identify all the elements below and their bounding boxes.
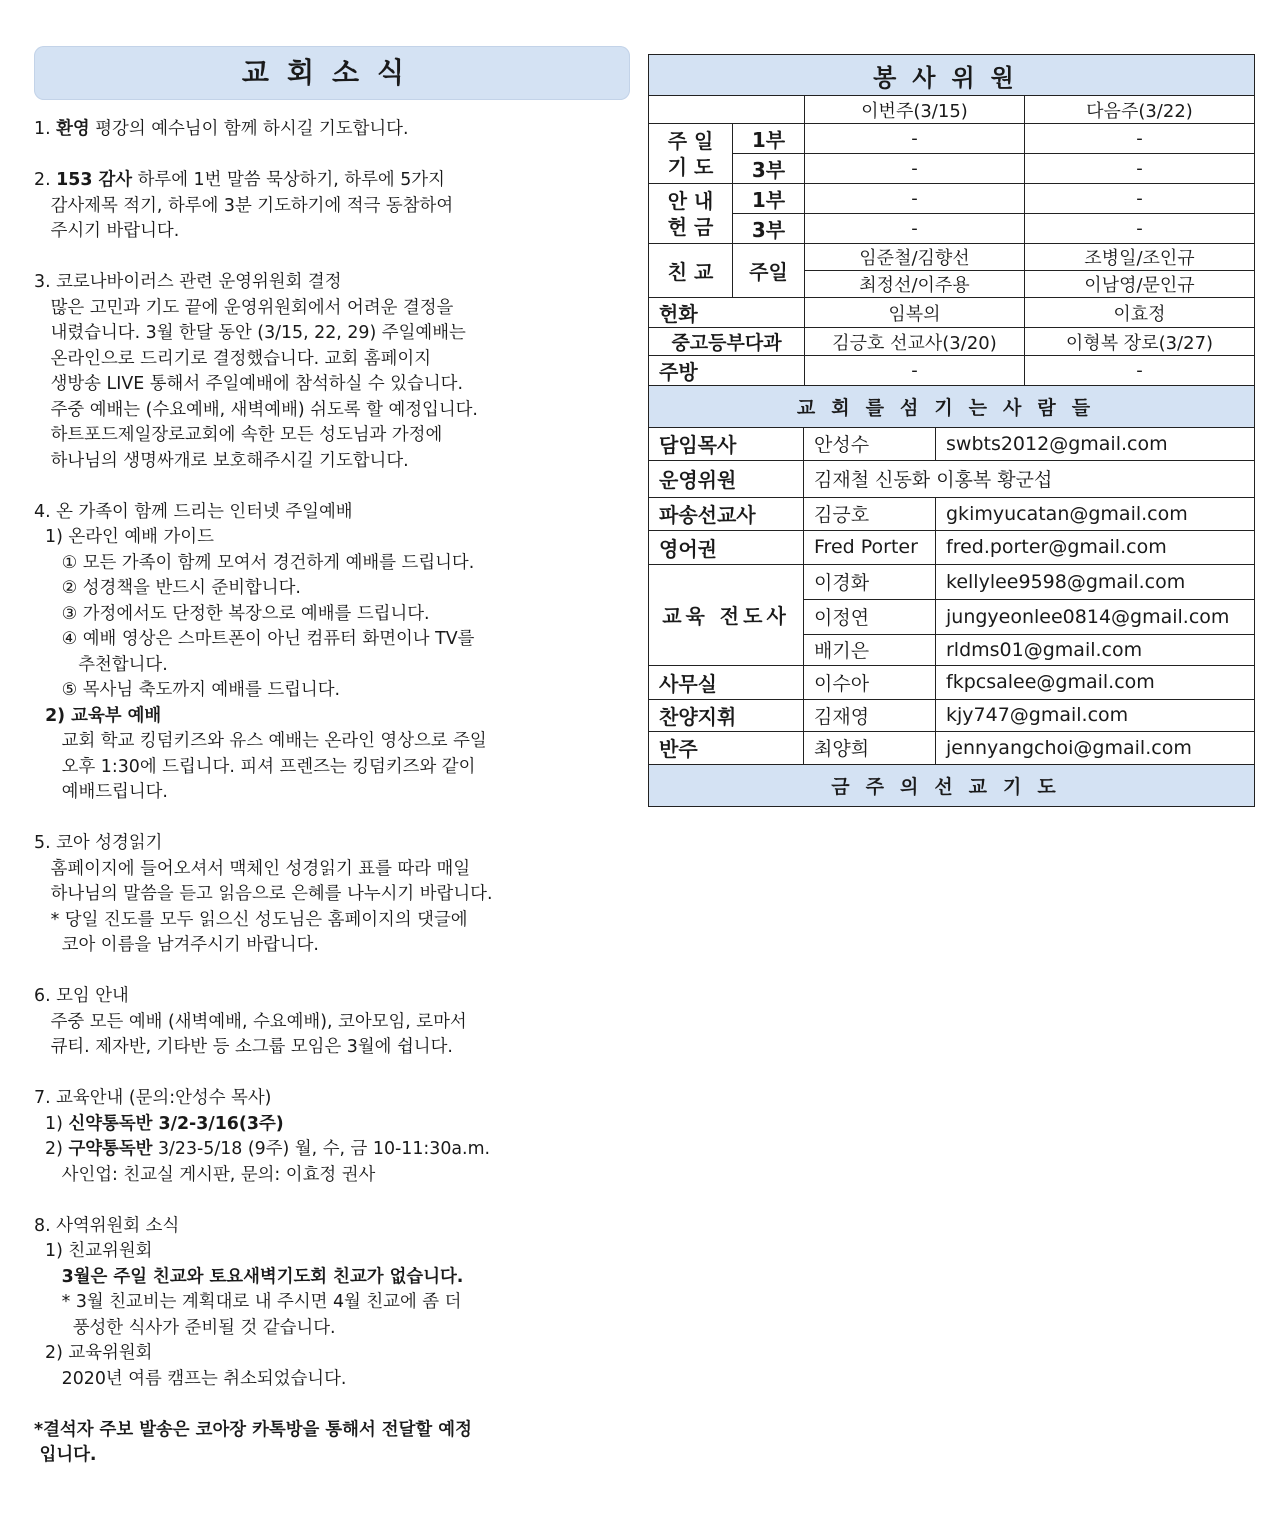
news-line bbox=[34, 602, 630, 628]
usher-part1-this: - bbox=[805, 184, 1025, 214]
news-line-text: 1) 온라인 예배 가이드 bbox=[34, 527, 214, 547]
service-committee-title: 봉사위원 bbox=[649, 55, 1255, 96]
news-line bbox=[34, 1112, 630, 1138]
edu-name-3: 배기은 bbox=[804, 634, 936, 665]
church-news-body bbox=[34, 117, 630, 1469]
news-line-text: 코아 이름을 남겨주시기 바랍니다. bbox=[34, 935, 319, 955]
news-line bbox=[34, 908, 630, 934]
news-line bbox=[34, 1086, 630, 1112]
news-line-text: 7. 교육안내 (문의:안성수 목사) bbox=[34, 1088, 272, 1108]
news-line-text: 많은 고민과 기도 끝에 운영위원회에서 어려운 결정을 bbox=[34, 297, 454, 318]
right-column bbox=[648, 54, 1254, 807]
line-gap bbox=[34, 143, 630, 169]
news-line-text: 생방송 LIVE 통해서 주일예배에 참석하실 수 있습니다. bbox=[34, 374, 463, 394]
news-line-text: 예배드립니다. bbox=[34, 782, 168, 802]
fellowship-next-2: 이남영/문인규 bbox=[1025, 271, 1255, 298]
news-line-text: ④ 예배 영상은 스마트폰이 아닌 컴퓨터 화면이나 TV를 bbox=[34, 629, 475, 649]
news-line-text: 하나님의 생명싸개로 보호해주시길 기도합니다. bbox=[34, 450, 409, 471]
edu-email-1: kellylee9598@gmail.com bbox=[936, 564, 1255, 599]
church-news-column bbox=[34, 46, 630, 1469]
news-line bbox=[34, 755, 630, 781]
pianist-email: jennyangchoi@gmail.com bbox=[936, 731, 1255, 764]
next-week-header: 다음주(3/22) bbox=[1025, 96, 1255, 124]
prayer-part1-label: 1부 bbox=[733, 124, 805, 154]
news-line-text: 4. 온 가족이 함께 드리는 인터넷 주일예배 bbox=[34, 501, 353, 522]
line-gap bbox=[34, 245, 630, 271]
news-line bbox=[34, 372, 630, 398]
news-line-text: 하루에 1번 말씀 묵상하기, 하루에 5가지 bbox=[132, 170, 445, 190]
staff-title: 교회를섬기는사람들 bbox=[649, 385, 1255, 427]
pastor-name: 안성수 bbox=[804, 427, 936, 460]
news-line-text: 풍성한 식사가 준비될 것 같습니다. bbox=[34, 1317, 336, 1338]
fellowship-this-2: 최정선/이주용 bbox=[805, 271, 1025, 298]
news-line bbox=[34, 1341, 630, 1367]
news-line-text: 8. 사역위원회 소식 bbox=[34, 1215, 180, 1236]
prayer-label-line1: 주 일 bbox=[667, 128, 714, 153]
youth-snack-next: 이형복 장로(3/27) bbox=[1025, 328, 1255, 356]
choir-name: 김재영 bbox=[804, 699, 936, 731]
news-line-text: 6. 모임 안내 bbox=[34, 986, 129, 1006]
prayer-part3-next: - bbox=[1025, 154, 1255, 184]
news-line bbox=[34, 1035, 630, 1061]
news-line bbox=[34, 117, 630, 143]
youth-snack-label: 중고등부다과 bbox=[649, 328, 805, 356]
service-committee-table bbox=[648, 54, 1255, 386]
edu-email-3: rldms01@gmail.com bbox=[936, 634, 1255, 665]
news-line bbox=[34, 984, 630, 1010]
news-line bbox=[34, 449, 630, 475]
news-line-text: 교회 학교 킹덤키즈와 유스 예배는 온라인 영상으로 주일 bbox=[34, 731, 487, 751]
news-line-text: 5. 코아 성경읽기 bbox=[34, 833, 163, 853]
choir-email: kjy747@gmail.com bbox=[936, 699, 1255, 731]
news-line bbox=[34, 551, 630, 577]
news-line-text: 2) bbox=[34, 1139, 69, 1159]
news-line-text: 1) bbox=[34, 1113, 69, 1134]
news-line bbox=[34, 270, 630, 296]
news-line bbox=[34, 857, 630, 883]
news-line bbox=[34, 194, 630, 220]
news-line-text: 1) 친교위원회 bbox=[34, 1241, 153, 1261]
prayer-part3-label: 3부 bbox=[733, 154, 805, 184]
news-line-text: 1. bbox=[34, 119, 57, 139]
prayer-label bbox=[649, 124, 733, 184]
news-line-text: ③ 가정에서도 단정한 복장으로 예배를 드립니다. bbox=[34, 603, 430, 624]
usher-label bbox=[649, 184, 733, 244]
news-line-text: 평강의 예수님이 함께 하시길 기도합니다. bbox=[89, 119, 409, 139]
line-gap bbox=[34, 1392, 630, 1418]
news-line-text: 큐티. 제자반, 기타반 등 소그룹 모임은 3월에 쉽니다. bbox=[34, 1037, 453, 1057]
news-line bbox=[34, 525, 630, 551]
news-line bbox=[34, 1418, 630, 1444]
news-line bbox=[34, 500, 630, 526]
prayer-label-line2: 기 도 bbox=[667, 154, 714, 179]
news-line-text: 오후 1:30에 드립니다. 피셔 프렌즈는 킹덤키즈와 같이 bbox=[34, 756, 476, 777]
line-gap bbox=[34, 1188, 630, 1214]
kitchen-label: 주방 bbox=[649, 356, 805, 386]
mission-prayer-title: 금주의선교기도 bbox=[649, 764, 1255, 806]
news-line-text: 감사제목 적기, 하루에 3분 기도하기에 적극 동참하여 bbox=[34, 195, 454, 216]
flower-this: 임복의 bbox=[805, 298, 1025, 328]
usher-label-line1: 안 내 bbox=[667, 188, 714, 213]
kitchen-this: - bbox=[805, 356, 1025, 386]
news-line-text: 홈페이지에 들어오셔서 맥체인 성경읽기 표를 따라 매일 bbox=[34, 858, 471, 879]
news-line-text: ① 모든 가족이 함께 모여서 경건하게 예배를 드립니다. bbox=[34, 552, 475, 573]
news-line bbox=[34, 704, 630, 730]
choir-label: 찬양지휘 bbox=[649, 699, 804, 731]
missionary-name: 김긍호 bbox=[804, 497, 936, 530]
news-line bbox=[34, 780, 630, 806]
office-name: 이수아 bbox=[804, 665, 936, 699]
news-line-text: 추천합니다. bbox=[34, 654, 168, 675]
prayer-part1-next: - bbox=[1025, 124, 1255, 154]
line-gap bbox=[34, 806, 630, 832]
edu-email-2: jungyeonlee0814@gmail.com bbox=[936, 599, 1255, 634]
english-name: Fred Porter bbox=[804, 530, 936, 564]
news-line-text: * 당일 진도를 모두 읽으신 성도님은 홈페이지의 댓글에 bbox=[34, 909, 468, 930]
edu-name-1: 이경화 bbox=[804, 564, 936, 599]
news-line-text: 주중 예배는 (수요예배, 새벽예배) 쉬도록 할 예정입니다. bbox=[34, 399, 478, 420]
this-week-header: 이번주(3/15) bbox=[805, 96, 1025, 124]
youth-snack-this: 김긍호 선교사(3/20) bbox=[805, 328, 1025, 356]
news-line-bold: 환영 bbox=[56, 119, 90, 139]
church-news-title: 교회소식 bbox=[34, 46, 630, 100]
line-gap bbox=[34, 474, 630, 500]
pianist-label: 반주 bbox=[649, 731, 804, 764]
english-email: fred.porter@gmail.com bbox=[936, 530, 1255, 564]
news-line bbox=[34, 653, 630, 679]
fellowship-this-1: 임준철/김향선 bbox=[805, 244, 1025, 271]
news-line-text: 내렸습니다. 3월 한달 동안 (3/15, 22, 29) 주일예배는 bbox=[34, 323, 466, 343]
english-label: 영어권 bbox=[649, 530, 804, 564]
news-line-text: 2) 교육위원회 bbox=[34, 1343, 153, 1363]
usher-part3-this: - bbox=[805, 214, 1025, 244]
news-line-text bbox=[34, 706, 45, 726]
news-line bbox=[34, 219, 630, 245]
edu-minister-label: 교육 전도사 bbox=[649, 564, 804, 665]
line-gap bbox=[34, 959, 630, 985]
office-label: 사무실 bbox=[649, 665, 804, 699]
pastor-label: 담임목사 bbox=[649, 427, 804, 460]
fellowship-next-1: 조병일/조인규 bbox=[1025, 244, 1255, 271]
news-line bbox=[34, 933, 630, 959]
usher-label-line2: 헌 금 bbox=[667, 214, 714, 239]
news-line bbox=[34, 627, 630, 653]
news-line-bold: 입니다. bbox=[39, 1445, 97, 1465]
news-line bbox=[34, 1163, 630, 1189]
news-line bbox=[34, 1316, 630, 1342]
news-line bbox=[34, 882, 630, 908]
news-line bbox=[34, 1239, 630, 1265]
news-line-bold: *결석자 주보 발송은 코아장 카톡방을 통해서 전달할 예정 bbox=[34, 1419, 472, 1440]
news-line bbox=[34, 576, 630, 602]
news-line bbox=[34, 1290, 630, 1316]
news-line-text: * 3월 친교비는 계획대로 내 주시면 4월 친교에 좀 더 bbox=[34, 1292, 462, 1312]
news-line bbox=[34, 1010, 630, 1036]
news-line bbox=[34, 1367, 630, 1393]
office-email: fkpcsalee@gmail.com bbox=[936, 665, 1255, 699]
news-line-text: 2020년 여름 캠프는 취소되었습니다. bbox=[34, 1368, 347, 1389]
flower-label: 헌화 bbox=[649, 298, 805, 328]
news-line bbox=[34, 168, 630, 194]
news-line bbox=[34, 398, 630, 424]
pastor-email: swbts2012@gmail.com bbox=[936, 427, 1255, 460]
missionary-label: 파송선교사 bbox=[649, 497, 804, 530]
line-gap bbox=[34, 1061, 630, 1087]
news-line bbox=[34, 1265, 630, 1291]
news-line-text bbox=[34, 1267, 62, 1287]
news-line-bold: 153 감사 bbox=[56, 170, 133, 190]
news-line-text: 온라인으로 드리기로 결정했습니다. 교회 홈페이지 bbox=[34, 348, 432, 369]
news-line-text: 주시기 바랍니다. bbox=[34, 221, 180, 241]
council-names: 김재철 신동화 이홍복 황군섭 bbox=[804, 460, 1255, 497]
news-line-text: ② 성경책을 반드시 준비합니다. bbox=[34, 578, 301, 598]
news-line-bold: 2) 교육부 예배 bbox=[45, 705, 162, 726]
usher-part3-next: - bbox=[1025, 214, 1255, 244]
news-line-bold: 3월은 주일 친교와 토요새벽기도회 친교가 없습니다. bbox=[61, 1266, 464, 1287]
news-line-bold: 신약통독반 3/2-3/16(3주) bbox=[68, 1113, 284, 1134]
council-label: 운영위원 bbox=[649, 460, 804, 497]
staff-table bbox=[648, 385, 1255, 807]
usher-part3-label: 3부 bbox=[733, 214, 805, 244]
fellowship-sub-label: 주일 bbox=[733, 244, 805, 298]
prayer-part3-this: - bbox=[805, 154, 1025, 184]
news-line bbox=[34, 423, 630, 449]
news-line bbox=[34, 296, 630, 322]
missionary-email: gkimyucatan@gmail.com bbox=[936, 497, 1255, 530]
news-line bbox=[34, 831, 630, 857]
news-line-text: 사인업: 친교실 게시판, 문의: 이효정 권사 bbox=[34, 1164, 376, 1185]
pianist-name: 최양희 bbox=[804, 731, 936, 764]
news-line bbox=[34, 678, 630, 704]
news-line bbox=[34, 729, 630, 755]
news-line-text: 하트포드제일장로교회에 속한 모든 성도님과 가정에 bbox=[34, 425, 443, 445]
header-blank bbox=[649, 96, 805, 124]
news-line bbox=[34, 1443, 630, 1469]
news-line bbox=[34, 321, 630, 347]
news-line bbox=[34, 1137, 630, 1163]
news-line-text: 주중 모든 예배 (새벽예배, 수요예배), 코아모임, 로마서 bbox=[34, 1011, 467, 1032]
flower-next: 이효정 bbox=[1025, 298, 1255, 328]
news-line bbox=[34, 1214, 630, 1240]
news-line-bold: 구약통독반 bbox=[68, 1139, 153, 1159]
edu-name-2: 이정연 bbox=[804, 599, 936, 634]
news-line-text: ⑤ 목사님 축도까지 예배를 드립니다. bbox=[34, 680, 341, 700]
kitchen-next: - bbox=[1025, 356, 1255, 386]
fellowship-label: 친 교 bbox=[649, 244, 733, 298]
news-line-text: 하나님의 말씀을 듣고 읽음으로 은혜를 나누시기 바랍니다. bbox=[34, 884, 493, 904]
prayer-part1-this: - bbox=[805, 124, 1025, 154]
news-line bbox=[34, 347, 630, 373]
news-line-text: 3. 코로나바이러스 관련 운영위원회 결정 bbox=[34, 272, 342, 292]
usher-part1-next: - bbox=[1025, 184, 1255, 214]
news-line-text: 3/23-5/18 (9주) 월, 수, 금 10-11:30a.m. bbox=[152, 1139, 491, 1159]
usher-part1-label: 1부 bbox=[733, 184, 805, 214]
news-line-text: 2. bbox=[34, 170, 57, 190]
